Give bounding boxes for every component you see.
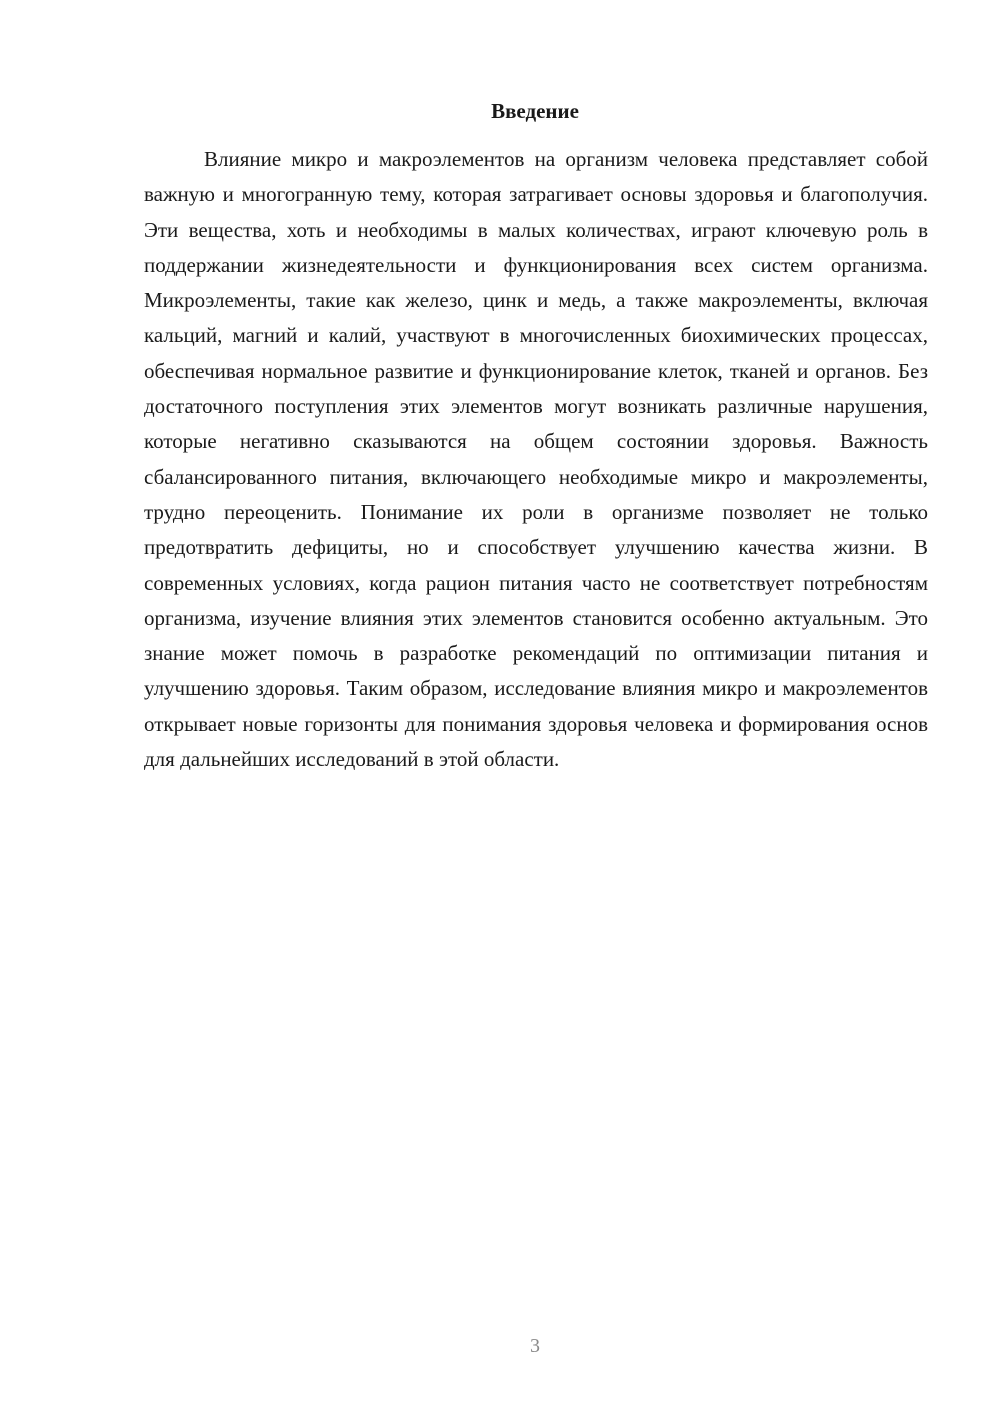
section-title: Введение xyxy=(491,99,579,123)
page-number: 3 xyxy=(530,1335,540,1357)
body-paragraph: Влияние микро и макроэлементов на организм человека представляет собой важную и многогранную тему, которая затрагивает основы здоровья и благополучия. Эти вещества, хоть и необходимы в малых количествах, играют ключевую роль в поддержании жизнедеятельности и функционирования всех систем организма. Микроэлементы, такие как железо, цинк и медь, а также макроэлементы, включая кальций, магний и калий, участвуют в многочисленных биохимических процессах, обеспечивая нормальное развитие и функционирование клеток, тканей и органов. Без достаточного поступления этих элементов могут возникать различные нарушения, которые негативно сказываются на общем состоянии здоровья. Важность сбалансированного питания, включающего необходимые микро и макроэлементы, трудно переоценить. Понимание их роли в организме позволяет не только предотвратить дефициты, но и способствует улучшению качества жизни. В современных условиях, когда рацион питания часто не соответствует потребностям организма, изучение влияния этих элементов становится особенно актуальным. Это знание может помочь в разработке рекомендаций по оптимизации питания и улучшению здоровья. Таким образом, исследование влияния микро и макроэлементов открывает новые горизонты для понимания здоровья человека и формирования основ для дальнейших исследований в этой области. xyxy=(144,147,928,772)
